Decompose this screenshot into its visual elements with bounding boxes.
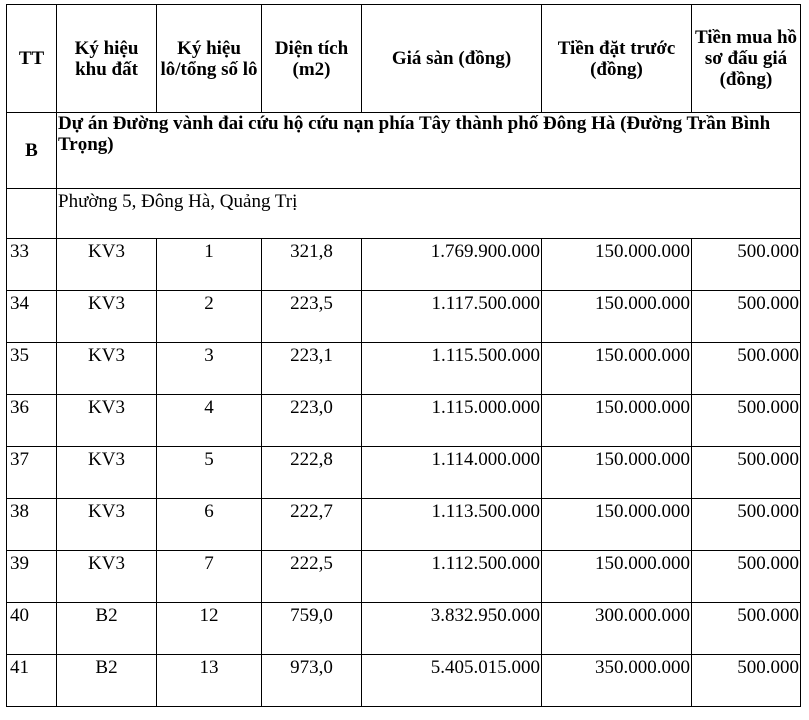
- cell-area-text: 223,0: [290, 397, 333, 418]
- location-row: [7, 189, 801, 239]
- cell-area-text: 759,0: [290, 605, 333, 626]
- cell-dossier-fee-text: 500.000: [737, 657, 799, 678]
- cell-deposit: [542, 499, 692, 551]
- cell-floor-price-text: 1.769.900.000: [430, 241, 540, 262]
- cell-lot-code-text: 12: [199, 605, 219, 626]
- section-title-cell: [57, 113, 801, 189]
- cell-deposit-text: 150.000.000: [595, 449, 690, 470]
- cell-dossier-fee-text: 500.000: [737, 345, 799, 366]
- table-row: [7, 447, 801, 499]
- cell-dossier-fee: [692, 655, 801, 707]
- cell-area: [262, 395, 362, 447]
- cell-floor-price-text: 1.114.000.000: [431, 449, 540, 470]
- header-floor-price: Giá sàn (đồng): [362, 5, 542, 113]
- cell-tt: [7, 447, 57, 499]
- cell-tt-text: 33: [10, 241, 29, 262]
- cell-deposit-text: 150.000.000: [595, 501, 690, 522]
- table-row: [7, 343, 801, 395]
- cell-land-code: [57, 551, 157, 603]
- cell-area: [262, 655, 362, 707]
- cell-dossier-fee-text: 500.000: [737, 605, 799, 626]
- cell-area-text: 223,5: [290, 293, 333, 314]
- location-text: Phường 5, Đông Hà, Quảng Trị: [58, 191, 298, 212]
- cell-tt: [7, 291, 57, 343]
- cell-floor-price: [362, 655, 542, 707]
- cell-lot-code: [157, 499, 262, 551]
- cell-lot-code: [157, 655, 262, 707]
- cell-dossier-fee-text: 500.000: [737, 501, 799, 522]
- cell-floor-price-text: 3.832.950.000: [430, 605, 540, 626]
- cell-lot-code-text: 4: [204, 397, 214, 418]
- cell-lot-code-text: 3: [204, 345, 214, 366]
- cell-lot-code: [157, 447, 262, 499]
- header-land-code: Ký hiệu khu đất: [57, 5, 157, 113]
- cell-deposit: [542, 603, 692, 655]
- header-deposit: Tiền đặt trước (đồng): [542, 5, 692, 113]
- cell-floor-price: [362, 395, 542, 447]
- cell-lot-code: [157, 395, 262, 447]
- section-code: B: [7, 113, 57, 189]
- cell-tt-text: 40: [10, 605, 29, 626]
- cell-lot-code: [157, 291, 262, 343]
- cell-land-code-text: KV3: [88, 553, 125, 574]
- cell-tt: [7, 395, 57, 447]
- cell-dossier-fee: [692, 499, 801, 551]
- cell-lot-code-text: 13: [199, 657, 219, 678]
- cell-dossier-fee: [692, 291, 801, 343]
- header-area: Diện tích (m2): [262, 5, 362, 113]
- cell-tt-text: 41: [10, 657, 29, 678]
- cell-tt: [7, 239, 57, 291]
- cell-dossier-fee: [692, 239, 801, 291]
- cell-lot-code: [157, 239, 262, 291]
- table-row: [7, 395, 801, 447]
- header-row: [7, 5, 801, 113]
- cell-floor-price-text: 1.115.500.000: [431, 345, 540, 366]
- header-dossier-fee: Tiền mua hồ sơ đấu giá (đồng): [692, 5, 801, 113]
- cell-lot-code-text: 7: [204, 553, 214, 574]
- cell-floor-price-text: 1.115.000.000: [431, 397, 540, 418]
- location-blank-cell: [7, 189, 57, 239]
- cell-dossier-fee: [692, 603, 801, 655]
- cell-tt-text: 38: [10, 501, 29, 522]
- cell-area: [262, 447, 362, 499]
- cell-deposit: [542, 551, 692, 603]
- cell-dossier-fee-text: 500.000: [737, 241, 799, 262]
- cell-lot-code-text: 2: [204, 293, 214, 314]
- cell-dossier-fee: [692, 447, 801, 499]
- cell-tt: [7, 655, 57, 707]
- cell-tt: [7, 343, 57, 395]
- cell-tt-text: 35: [10, 345, 29, 366]
- table-row: [7, 291, 801, 343]
- section-row: [7, 113, 801, 189]
- auction-lot-table: [6, 4, 801, 707]
- cell-deposit: [542, 395, 692, 447]
- cell-area: [262, 551, 362, 603]
- cell-deposit-text: 150.000.000: [595, 397, 690, 418]
- cell-deposit-text: 150.000.000: [595, 293, 690, 314]
- cell-lot-code-text: 5: [204, 449, 214, 470]
- cell-lot-code-text: 6: [204, 501, 214, 522]
- cell-floor-price: [362, 551, 542, 603]
- cell-deposit: [542, 447, 692, 499]
- cell-land-code: [57, 239, 157, 291]
- cell-dossier-fee-text: 500.000: [737, 397, 799, 418]
- cell-floor-price: [362, 603, 542, 655]
- header-lot-code: Ký hiệu lô/tổng số lô: [157, 5, 262, 113]
- cell-land-code-text: KV3: [88, 501, 125, 522]
- cell-land-code-text: KV3: [88, 397, 125, 418]
- cell-dossier-fee-text: 500.000: [737, 293, 799, 314]
- cell-tt-text: 36: [10, 397, 29, 418]
- cell-area-text: 222,8: [290, 449, 333, 470]
- location-cell: [57, 189, 801, 239]
- cell-area: [262, 343, 362, 395]
- cell-land-code-text: B2: [95, 605, 118, 626]
- cell-deposit: [542, 291, 692, 343]
- cell-land-code-text: KV3: [88, 345, 125, 366]
- cell-lot-code: [157, 551, 262, 603]
- cell-area: [262, 291, 362, 343]
- table-row: [7, 551, 801, 603]
- cell-tt: [7, 551, 57, 603]
- cell-lot-code: [157, 603, 262, 655]
- cell-land-code: [57, 499, 157, 551]
- cell-deposit-text: 150.000.000: [595, 553, 690, 574]
- cell-land-code: [57, 291, 157, 343]
- cell-area-text: 222,5: [290, 553, 333, 574]
- header-tt: TT: [7, 5, 57, 113]
- cell-tt-text: 37: [10, 449, 29, 470]
- cell-tt: [7, 499, 57, 551]
- cell-area-text: 973,0: [290, 657, 333, 678]
- cell-dossier-fee: [692, 551, 801, 603]
- cell-area: [262, 603, 362, 655]
- cell-area-text: 223,1: [290, 345, 333, 366]
- cell-land-code: [57, 343, 157, 395]
- cell-deposit-text: 350.000.000: [595, 657, 690, 678]
- table-row: [7, 499, 801, 551]
- cell-deposit: [542, 655, 692, 707]
- cell-lot-code: [157, 343, 262, 395]
- cell-deposit-text: 150.000.000: [595, 241, 690, 262]
- cell-lot-code-text: 1: [204, 241, 214, 262]
- cell-floor-price: [362, 291, 542, 343]
- cell-tt-text: 39: [10, 553, 29, 574]
- cell-deposit-text: 150.000.000: [595, 345, 690, 366]
- cell-deposit-text: 300.000.000: [595, 605, 690, 626]
- cell-dossier-fee: [692, 343, 801, 395]
- cell-area: [262, 239, 362, 291]
- cell-land-code: [57, 395, 157, 447]
- table-row: [7, 603, 801, 655]
- cell-area-text: 321,8: [290, 241, 333, 262]
- cell-dossier-fee: [692, 395, 801, 447]
- cell-land-code-text: B2: [95, 657, 118, 678]
- cell-dossier-fee-text: 500.000: [737, 553, 799, 574]
- cell-floor-price-text: 5.405.015.000: [430, 657, 540, 678]
- cell-dossier-fee-text: 500.000: [737, 449, 799, 470]
- cell-floor-price-text: 1.117.500.000: [431, 293, 540, 314]
- cell-tt: [7, 603, 57, 655]
- cell-tt-text: 34: [10, 293, 29, 314]
- cell-floor-price: [362, 343, 542, 395]
- table-row: [7, 655, 801, 707]
- cell-area: [262, 499, 362, 551]
- section-title: Dự án Đường vành đai cứu hộ cứu nạn phía Tây thành phố Đông Hà (Đường Trần Bình Trọng): [58, 113, 771, 155]
- cell-land-code-text: KV3: [88, 293, 125, 314]
- cell-area-text: 222,7: [290, 501, 333, 522]
- cell-floor-price-text: 1.113.500.000: [431, 501, 540, 522]
- cell-deposit: [542, 343, 692, 395]
- cell-floor-price: [362, 239, 542, 291]
- cell-land-code-text: KV3: [88, 449, 125, 470]
- table-row: [7, 239, 801, 291]
- cell-floor-price: [362, 447, 542, 499]
- cell-land-code: [57, 655, 157, 707]
- cell-floor-price: [362, 499, 542, 551]
- cell-land-code: [57, 603, 157, 655]
- cell-deposit: [542, 239, 692, 291]
- cell-floor-price-text: 1.112.500.000: [431, 553, 540, 574]
- cell-land-code: [57, 447, 157, 499]
- cell-land-code-text: KV3: [88, 241, 125, 262]
